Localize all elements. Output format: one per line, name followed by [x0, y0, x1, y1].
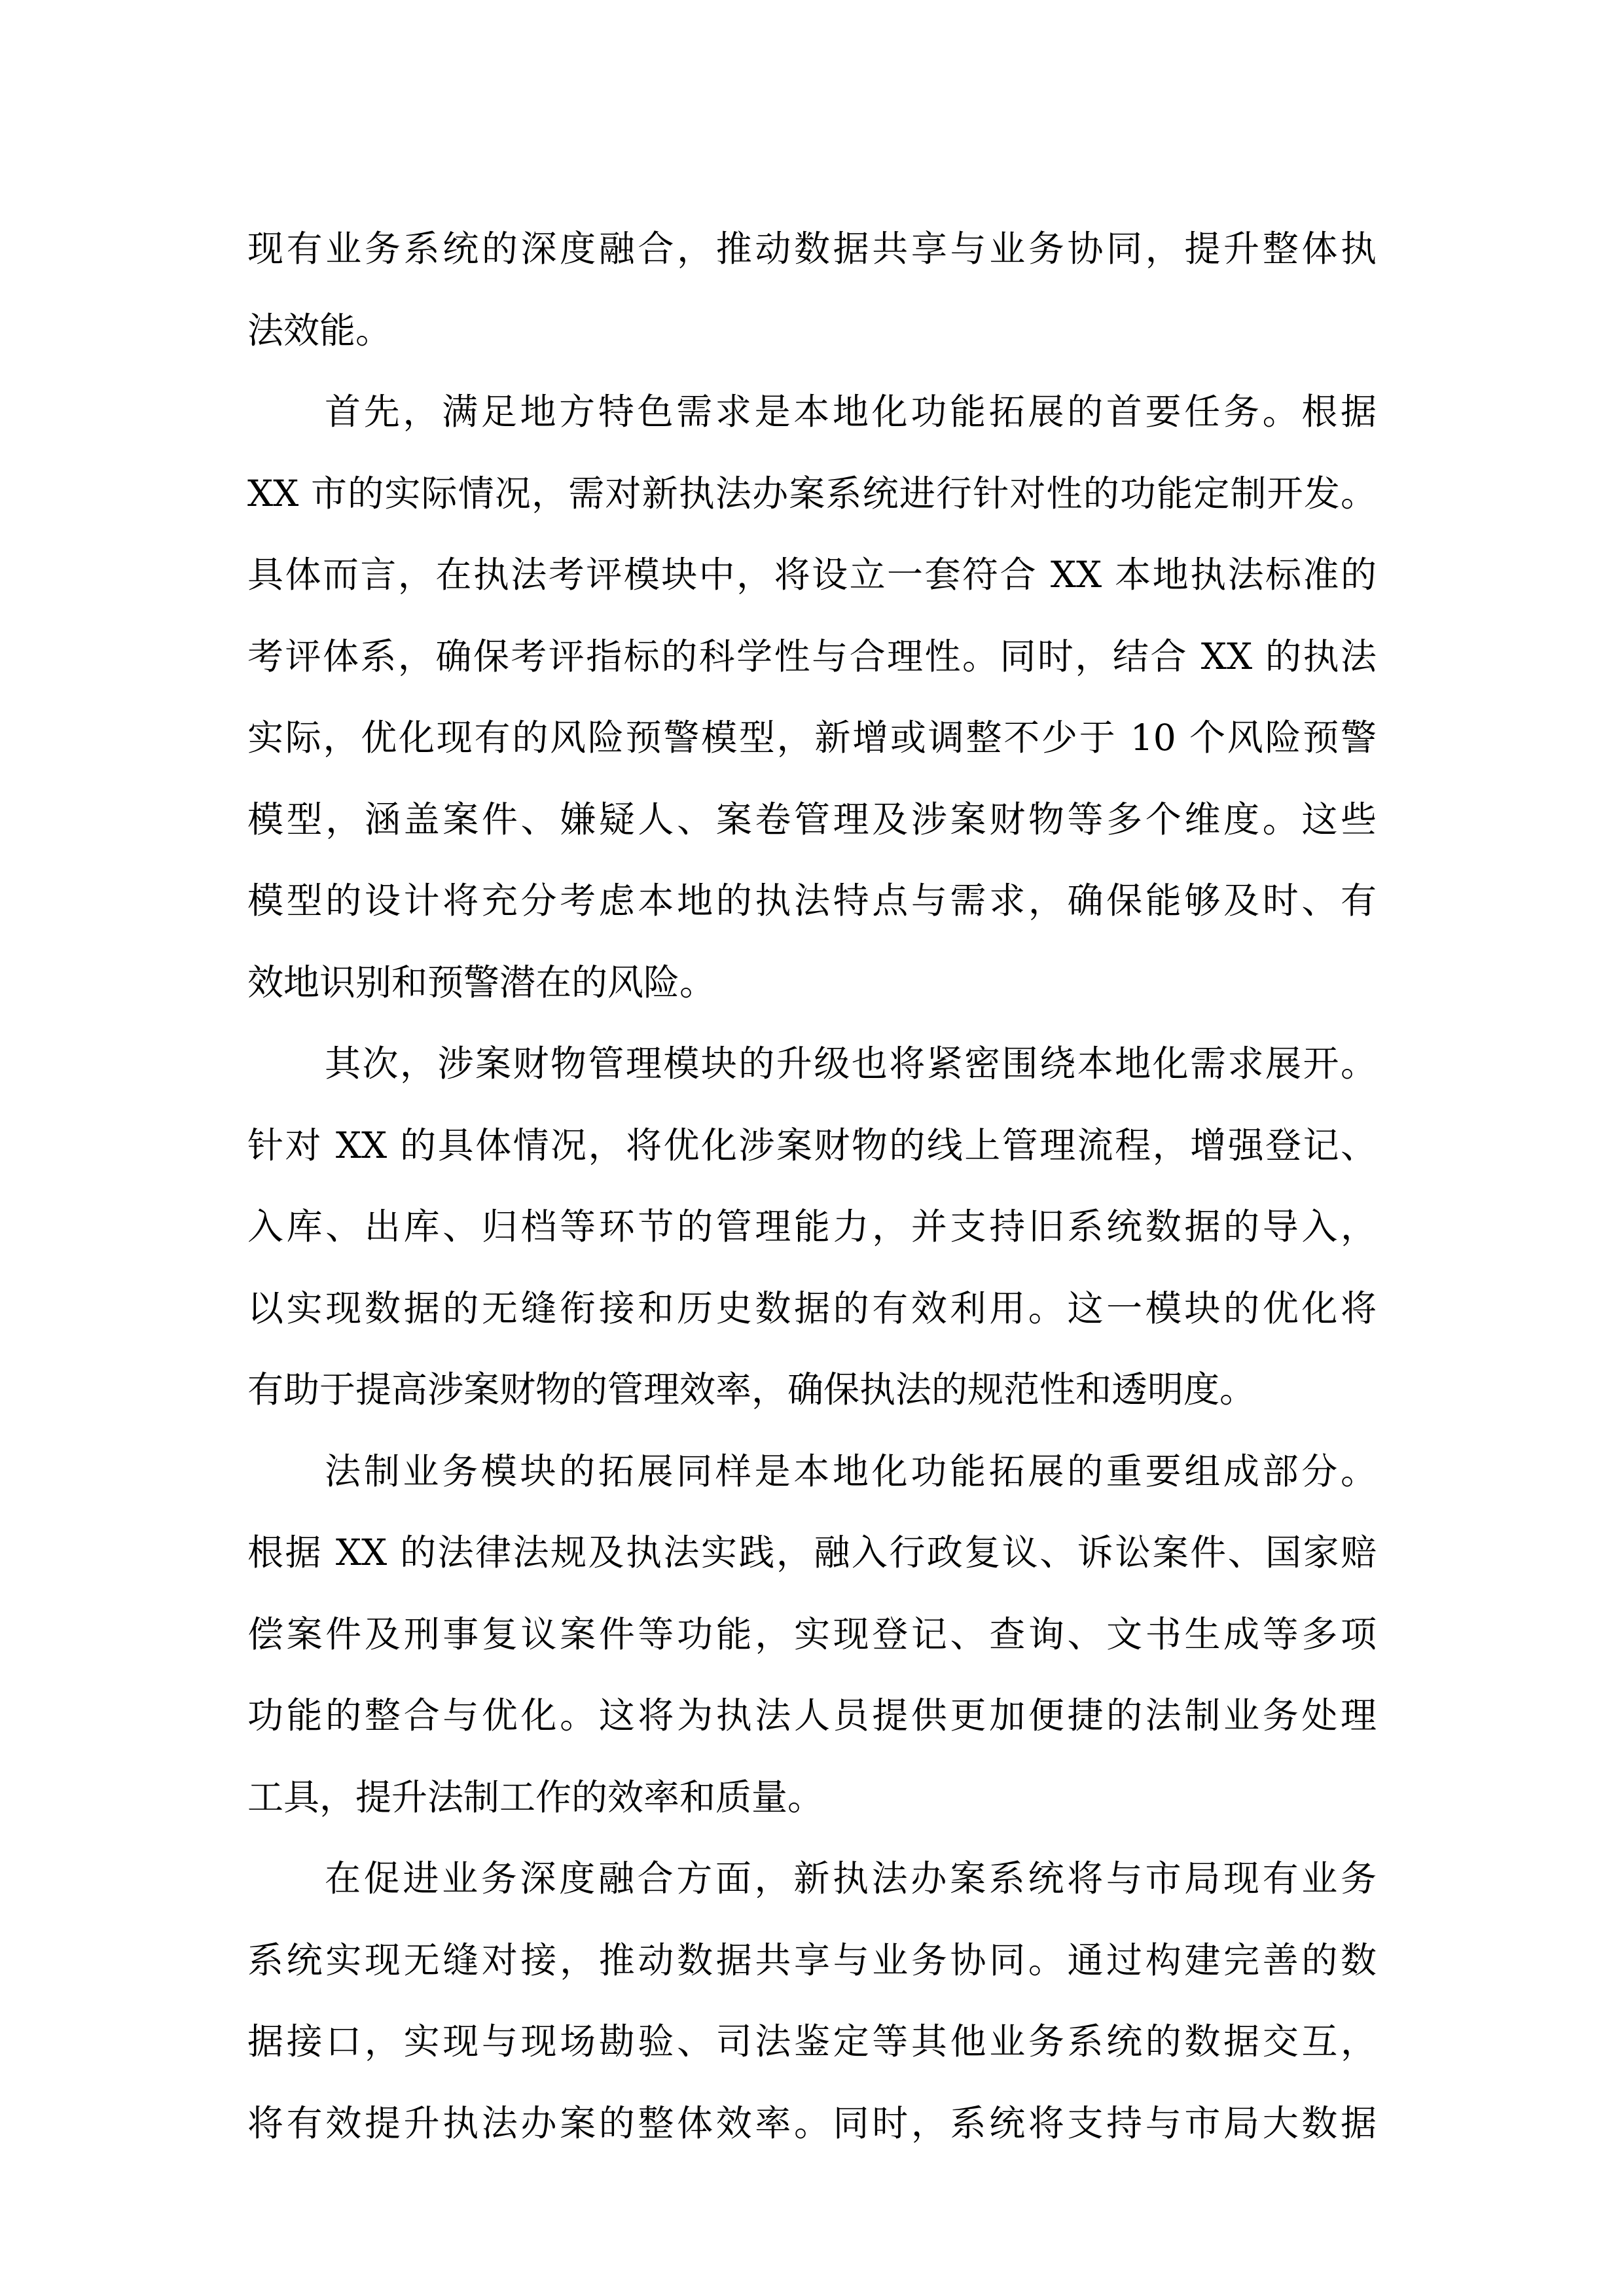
text-line: 具体而言，在执法考评模块中，将设立一套符合 XX 本地执法标准的	[247, 554, 1377, 596]
text-line: 工具，提升法制工作的效率和质量。	[247, 1776, 824, 1818]
text-line: 在促进业务深度融合方面，新执法办案系统将与市局现有业务	[325, 1857, 1377, 1899]
text-line: 其次，涉案财物管理模块的升级也将紧密围绕本地化需求展开。	[325, 1043, 1377, 1085]
text-line: 效地识别和预警潜在的风险。	[247, 961, 716, 1003]
text-line: 功能的整合与优化。这将为执法人员提供更加便捷的法制业务处理	[247, 1695, 1377, 1736]
text-line: 实际，优化现有的风险预警模型，新增或调整不少于 10 个风险预警	[247, 717, 1377, 759]
text-line: 以实现数据的无缝衔接和历史数据的有效利用。这一模块的优化将	[247, 1287, 1377, 1329]
text-line: 将有效提升执法办案的整体效率。同时，系统将支持与市局大数据	[247, 2102, 1377, 2144]
text-line: 偿案件及刑事复议案件等功能，实现登记、查询、文书生成等多项	[247, 1613, 1377, 1655]
text-line: 针对 XX 的具体情况，将优化涉案财物的线上管理流程，增强登记、	[247, 1124, 1377, 1166]
text-line: 现有业务系统的深度融合，推动数据共享与业务协同，提升整体执	[247, 228, 1377, 270]
text-line: 模型，涵盖案件、嫌疑人、案卷管理及涉案财物等多个维度。这些	[247, 798, 1377, 840]
text-line: 法制业务模块的拓展同样是本地化功能拓展的重要组成部分。	[325, 1450, 1377, 1492]
text-line: 首先，满足地方特色需求是本地化功能拓展的首要任务。根据	[325, 391, 1377, 433]
body-text	[247, 208, 1377, 2164]
text-line: 根据 XX 的法律法规及执法实践，融入行政复议、诉讼案件、国家赔	[247, 1532, 1377, 1573]
text-line: 系统实现无缝对接，推动数据共享与业务协同。通过构建完善的数	[247, 1939, 1377, 1981]
text-line: 据接口，实现与现场勘验、司法鉴定等其他业务系统的数据交互，	[247, 2020, 1377, 2062]
text-line: 有助于提高涉案财物的管理效率，确保执法的规范性和透明度。	[247, 1369, 1256, 1410]
text-line: 入库、出库、归档等环节的管理能力，并支持旧系统数据的导入，	[247, 1206, 1377, 1247]
text-line: 考评体系，确保考评指标的科学性与合理性。同时，结合 XX 的执法	[247, 635, 1377, 677]
text-line: 模型的设计将充分考虑本地的执法特点与需求，确保能够及时、有	[247, 880, 1377, 922]
text-line: 法效能。	[247, 309, 392, 351]
text-line: XX 市的实际情况，需对新执法办案系统进行针对性的功能定制开发。	[247, 472, 1377, 514]
